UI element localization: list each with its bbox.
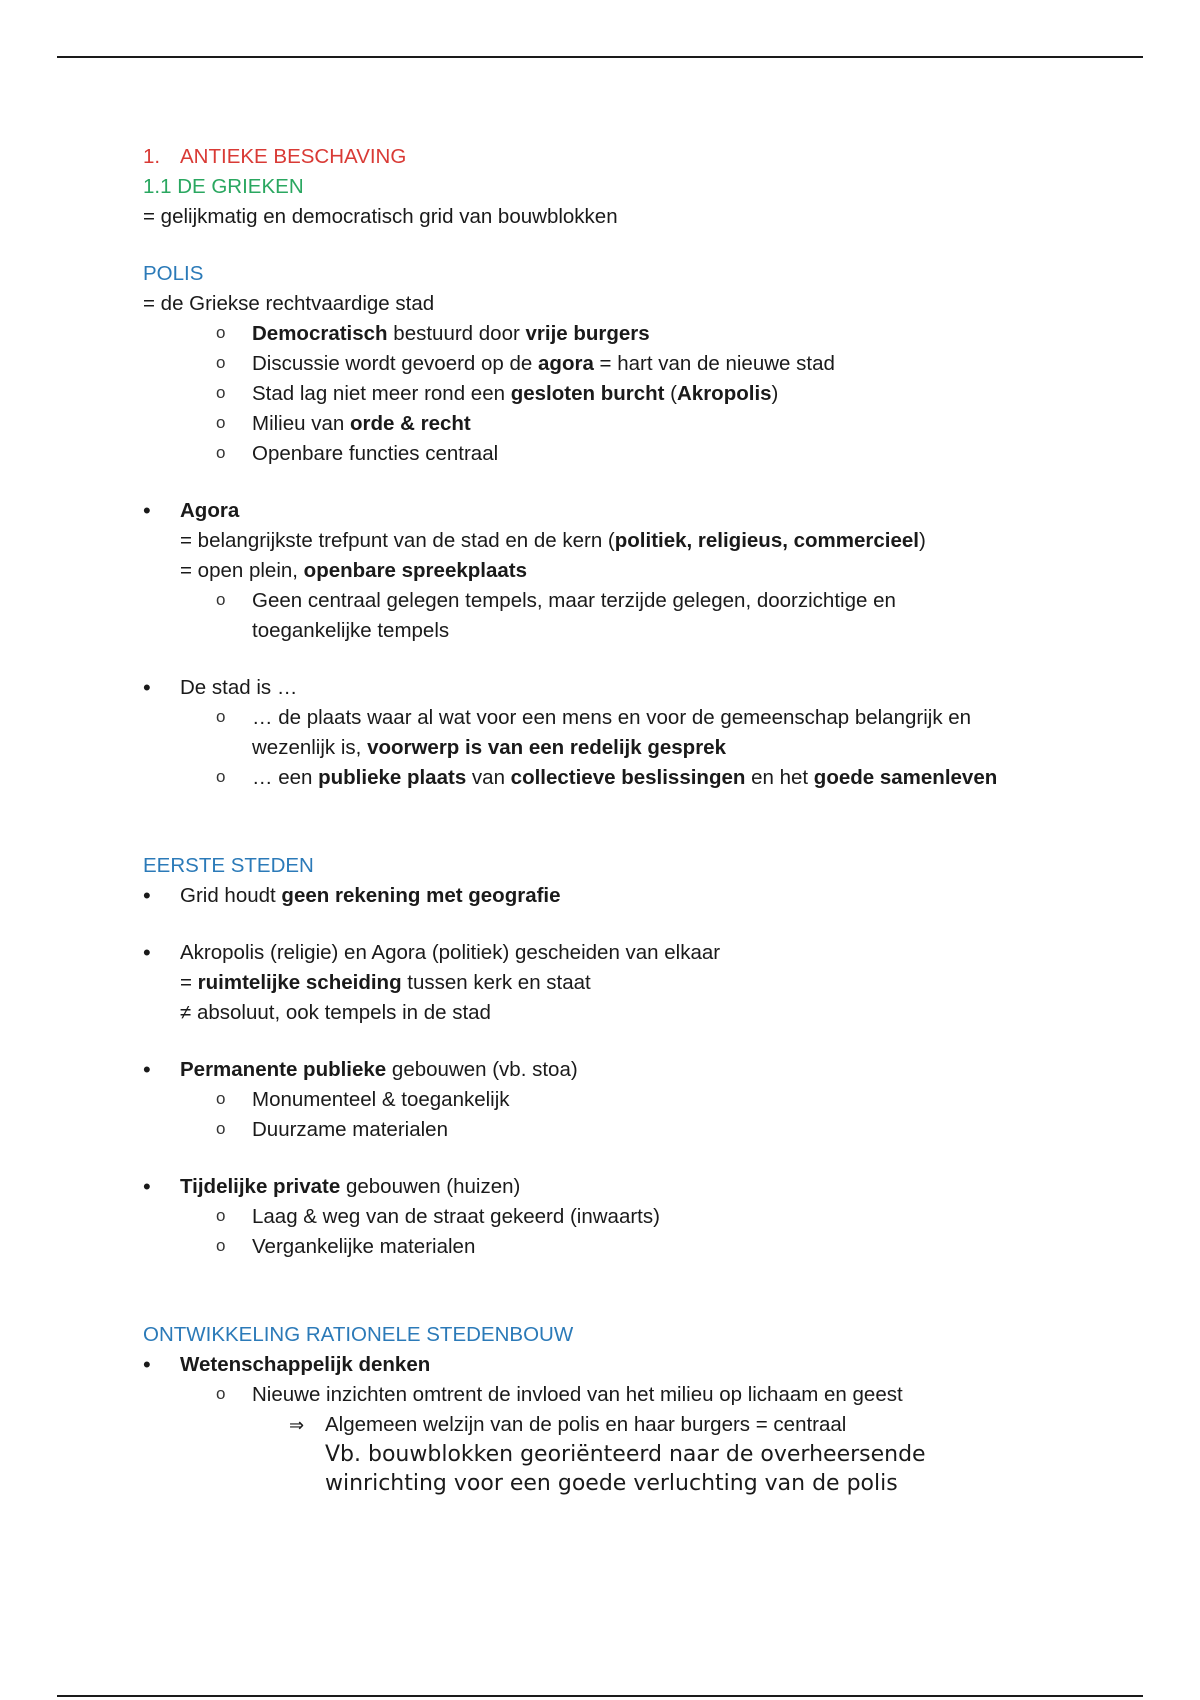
wetenschap-sub-item: o Nieuwe inzichten omtrent de invloed van het milieu op lichaam en geest (143, 1380, 1103, 1410)
bold-text: orde & recht (350, 412, 471, 435)
text-run: gebouwen (huizen) (340, 1175, 521, 1198)
text-run: = (180, 971, 198, 994)
polis-heading: POLIS (143, 262, 204, 285)
polis-definition: = de Griekse rechtvaardige stad (143, 292, 435, 315)
agora-bullet: • Agora (143, 496, 1103, 526)
arrow-item-cont: winrichting voor een goede verluchting van de polis (325, 1471, 898, 1496)
stad-sub-item: o … de plaats waar al wat voor een mens en voor de gemeenschap belangrijk en (143, 703, 1103, 733)
text-run: wezenlijk is, (252, 736, 368, 759)
polis-item (143, 379, 1103, 409)
document-body (143, 142, 1103, 1498)
bold-text: ruimtelijke scheiding (197, 971, 402, 994)
bold-text: Akropolis (677, 382, 772, 405)
bold-text: openbare spreekplaats (303, 559, 527, 582)
stad-sub-item (143, 763, 1103, 793)
stad-bullet: • De stad is … (143, 673, 1103, 703)
tijdelijk-sub-item: o Laag & weg van de straat gekeerd (inwaarts) (143, 1202, 1103, 1232)
agora-sub-item-cont: toegankelijke tempels (252, 619, 450, 642)
bold-text: goede samenleven (813, 766, 998, 789)
header-rule (57, 56, 1143, 58)
bold-text: politiek, religieus, commercieel (614, 529, 919, 552)
agora-sub-item: o Geen centraal gelegen tempels, maar terzijde gelegen, doorzichtige en (143, 586, 1103, 616)
akropolis-note (143, 968, 1103, 998)
polis-item (143, 349, 1103, 379)
text-run: van (466, 766, 511, 789)
tijdelijk-bullet (143, 1172, 1103, 1202)
ontwikkeling-heading: ONTWIKKELING RATIONELE STEDENBOUW (143, 1323, 574, 1346)
bold-text: gesloten burcht (510, 382, 665, 405)
permanent-sub-item: o Duurzame materialen (143, 1115, 1103, 1145)
bold-text: publieke plaats (318, 766, 467, 789)
text-run: Openbare functies centraal (252, 442, 499, 465)
polis-item (143, 409, 1103, 439)
bold-text: voorwerp is van een redelijk gesprek (367, 736, 726, 759)
akropolis-bullet: • Akropolis (religie) en Agora (politiek) gescheiden van elkaar (143, 938, 1103, 968)
text-run: Stad lag niet meer rond een (252, 382, 511, 405)
bold-text: geen rekening met geografie (281, 884, 561, 907)
text-run: Discussie wordt gevoerd op de (252, 352, 539, 375)
text-run: en het (745, 766, 814, 789)
arrow-item-cont: Vb. bouwblokken georiënteerd naar de overheersende (325, 1442, 926, 1467)
chapter-heading: 1. ANTIEKE BESCHAVING (143, 145, 407, 168)
agora-definition (143, 556, 1103, 586)
bold-text: vrije burgers (525, 322, 650, 345)
permanent-sub-item: o Monumenteel & toegankelijk (143, 1085, 1103, 1115)
text-run: Grid houdt (180, 884, 282, 907)
bold-text: agora (538, 352, 594, 375)
text-run: bestuurd door (387, 322, 526, 345)
permanent-bullet (143, 1055, 1103, 1085)
text-run: gebouwen (vb. stoa) (386, 1058, 578, 1081)
text-run: … een (252, 766, 319, 789)
bold-text: Permanente publieke (180, 1058, 387, 1081)
text-run: ( (664, 382, 677, 405)
stad-sub-item-cont (143, 733, 1103, 763)
text-run: = open plein, (180, 559, 304, 582)
bold-text: Democratisch (252, 322, 388, 345)
grid-bullet (143, 881, 1103, 911)
wetenschap-bullet: • Wetenschappelijk denken (143, 1350, 1103, 1380)
polis-item (143, 439, 1103, 469)
bold-text: Tijdelijke private (180, 1175, 341, 1198)
text-run: = hart van de nieuwe stad (593, 352, 835, 375)
eerste-steden-heading: EERSTE STEDEN (143, 854, 314, 877)
arrow-item: ⇒ Algemeen welzijn van de polis en haar burgers = centraal (143, 1410, 1103, 1440)
polis-item (143, 319, 1103, 349)
text-run: tussen kerk en staat (401, 971, 591, 994)
text-run: = belangrijkste trefpunt van de stad en de kern ( (180, 529, 615, 552)
bold-text: collectieve beslissingen (510, 766, 746, 789)
agora-definition (143, 526, 1103, 556)
tijdelijk-sub-item: o Vergankelijke materialen (143, 1232, 1103, 1262)
text-run: Milieu van (252, 412, 350, 435)
section-heading: 1.1 DE GRIEKEN (143, 175, 304, 198)
footer-rule (57, 1695, 1143, 1697)
text-run: ) (771, 382, 779, 405)
intro-text: = gelijkmatig en democratisch grid van bouwblokken (143, 205, 618, 228)
akropolis-note: ≠ absoluut, ook tempels in de stad (180, 1001, 491, 1024)
text-run: ) (918, 529, 926, 552)
